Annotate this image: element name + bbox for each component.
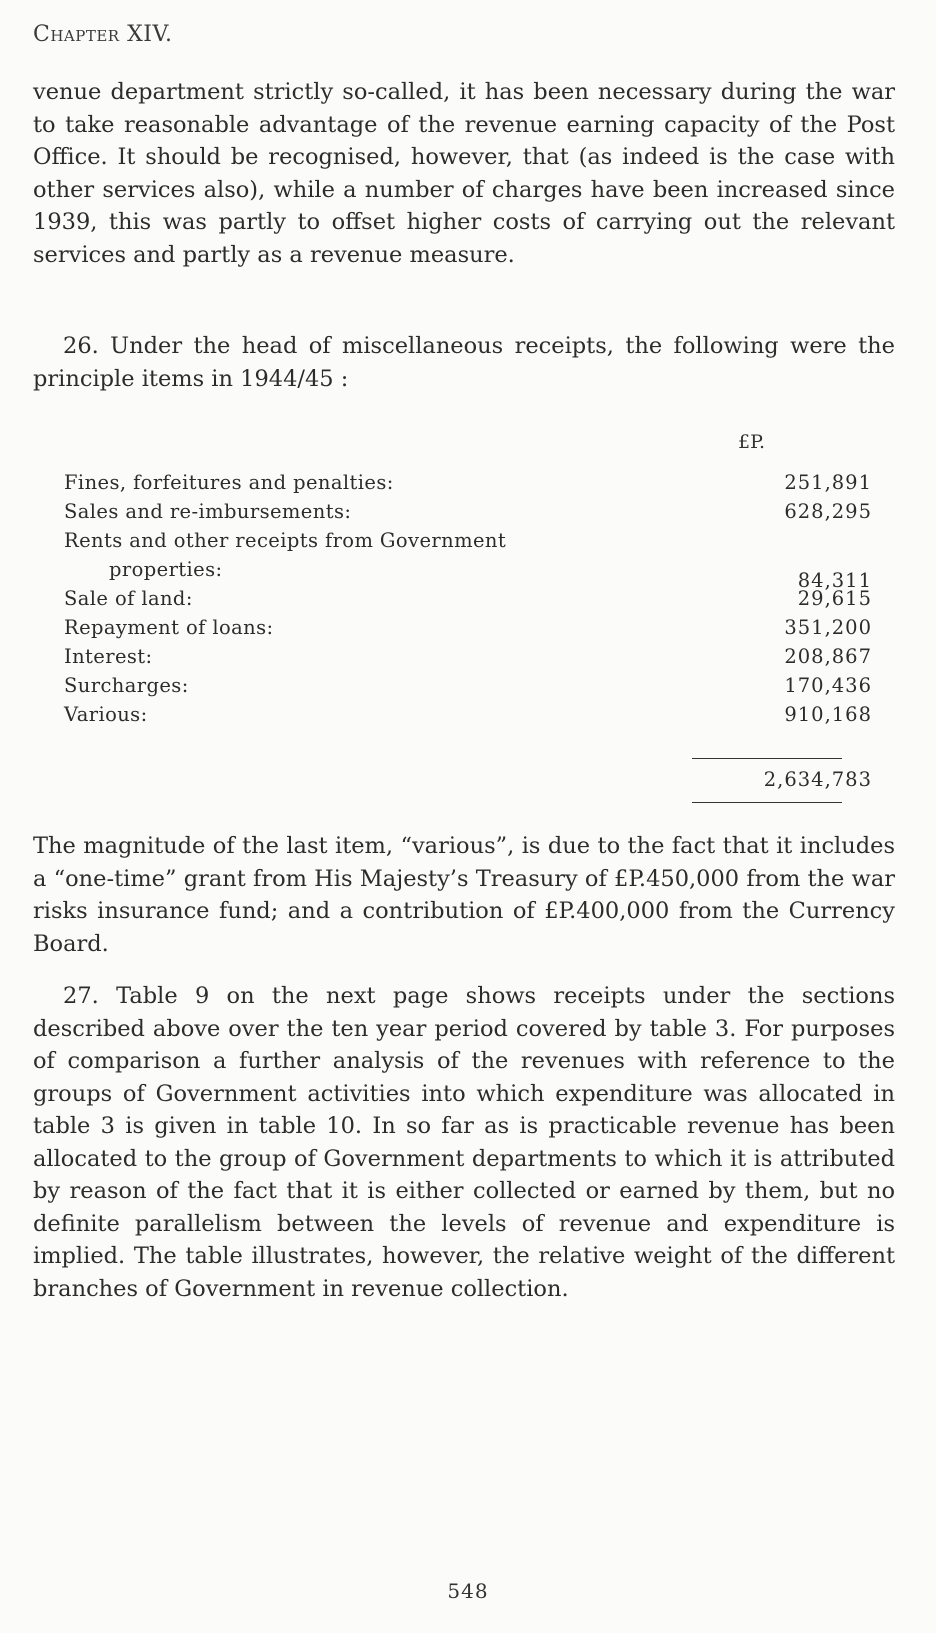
- paragraph-26: [33, 330, 895, 395]
- row-label: Rents and other receipts from Government: [64, 529, 507, 552]
- row-label: Sales and re-imbursements:: [64, 500, 352, 523]
- row-value: 628,295: [784, 500, 872, 523]
- row-label: Fines, forfeitures and penalties:: [64, 471, 394, 494]
- row-value: 208,867: [784, 645, 872, 668]
- currency-unit-header: £P.: [738, 431, 766, 453]
- chapter-label: Chapter: [33, 22, 120, 47]
- running-head: [33, 22, 172, 47]
- table-row: [64, 671, 872, 700]
- row-value: 351,200: [784, 616, 872, 639]
- receipts-table: [64, 468, 872, 729]
- row-label: Sale of land:: [64, 587, 193, 610]
- table-row: [64, 613, 872, 642]
- row-value: 170,436: [784, 674, 872, 697]
- paragraph-text: 26. Under the head of miscellaneous receipts, the following were the principle items in 1944/45 :: [33, 333, 895, 392]
- paragraph-text: The magnitude of the last item, “various”, is due to the fact that it includes a “one-time” grant from His Majesty’s Treasury of £P.450,000 from the war risks insurance fund; and a contribution of £P.400,000 from the Currency Board.: [33, 833, 895, 957]
- sum-rule-top: [692, 758, 842, 759]
- sum-rule-bottom: [692, 802, 842, 803]
- row-value: 84,311: [797, 569, 872, 592]
- paragraph-text: 27. Table 9 on the next page shows receipts under the sections described above over the ten year period covered by table 3. For purposes of comparison a further analysis of the revenues with reference to the groups of Government activities into which expenditure was allocated in table 3 is given in table 10. In so far as is practicable revenue has been allocated to the group of Government departments to which it is attributed by reason of the fact that it is either collected or earned by them, but no definite parallelism between the levels of revenue and expenditure is implied. The table illustrates, however, the relative weight of the different branches of Government in revenue collection.: [33, 983, 895, 1302]
- row-label-continuation: properties:: [109, 558, 223, 581]
- row-label: Repayment of loans:: [64, 616, 274, 639]
- table-row: [64, 584, 872, 613]
- table-row: [64, 526, 872, 592]
- paragraph-continuation: [33, 76, 895, 271]
- row-value: 29,615: [797, 587, 872, 610]
- row-value: 251,891: [784, 471, 872, 494]
- table-row: [64, 468, 872, 497]
- row-label: Surcharges:: [64, 674, 189, 697]
- table-row: [64, 700, 872, 729]
- paragraph-magnitude: [33, 830, 895, 960]
- page-number: 548: [447, 1579, 489, 1603]
- paragraph-text: venue department strictly so-called, it has been necessary during the war to take reasonable advantage of the revenue earning capacity of the Post Office. It should be recognised, however, that (as indeed is the case with other services also), while a number of charges have been increased since 1939, this was partly to offset higher costs of carrying out the relevant services and partly as a revenue measure.: [33, 79, 895, 268]
- row-value: 910,168: [784, 703, 872, 726]
- table-row: [64, 642, 872, 671]
- table-row: [64, 497, 872, 526]
- row-label: Various:: [64, 703, 148, 726]
- row-label: Interest:: [64, 645, 153, 668]
- paragraph-27: [33, 980, 895, 1305]
- receipts-total: 2,634,783: [763, 768, 872, 791]
- chapter-number: XIV.: [127, 22, 173, 47]
